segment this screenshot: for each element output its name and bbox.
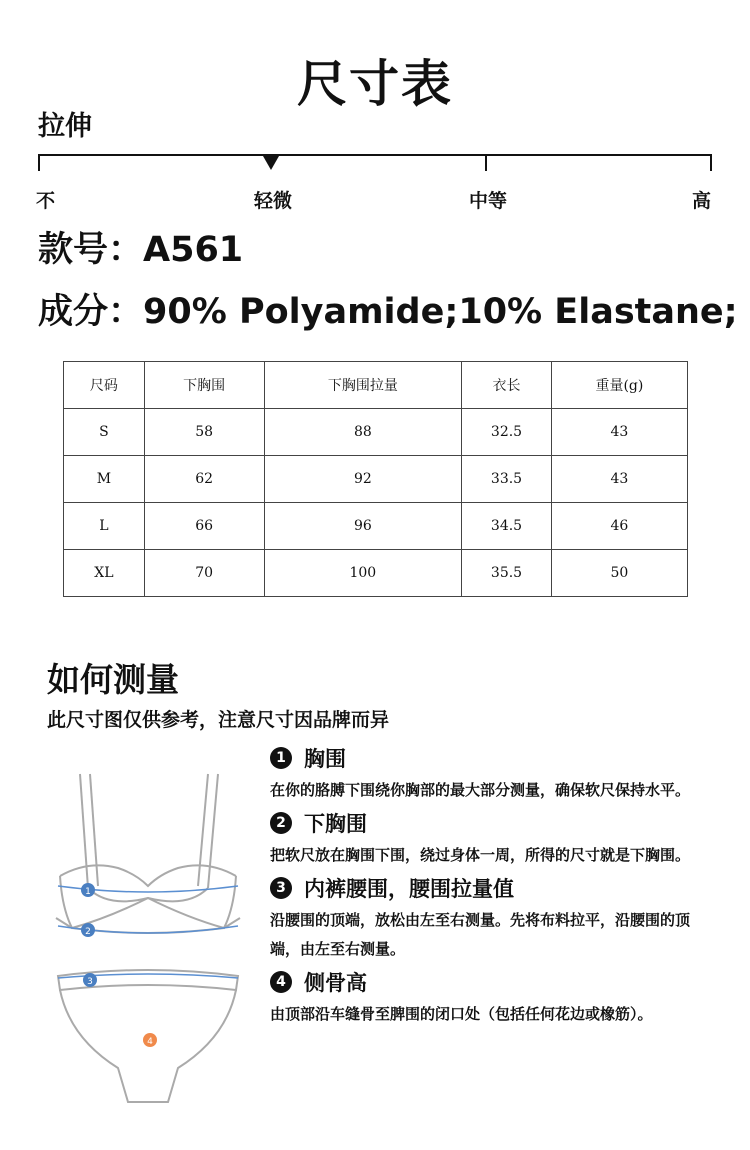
marker-4-icon	[143, 1033, 157, 1047]
stretch-level-none: 不	[36, 190, 56, 212]
step-1-heading	[270, 742, 710, 774]
measurement-steps	[270, 742, 710, 1031]
table-cell: S	[64, 409, 145, 456]
marker-2-icon	[81, 923, 95, 937]
step-4-heading	[270, 966, 710, 998]
number-2-icon: 2	[270, 812, 292, 834]
stretch-level-high: 高	[692, 190, 712, 212]
step-title: 内裤腰围，腰围拉量值	[304, 877, 514, 901]
step-title: 侧骨高	[304, 971, 367, 995]
scale-tick	[485, 154, 487, 171]
table-cell: L	[64, 503, 145, 550]
step-description: 沿腰围的顶端，放松由左至右测量。先将布料拉平，沿腰围的顶端，由左至右测量。	[270, 911, 691, 958]
table-cell: M	[64, 456, 145, 503]
table-cell: 70	[144, 550, 264, 597]
bra-and-brief-illustration-icon	[48, 768, 248, 1108]
table-cell: 34.5	[462, 503, 552, 550]
table-cell: 46	[551, 503, 687, 550]
stretch-level-slight: 轻微	[254, 190, 293, 212]
stretch-level-medium: 中等	[469, 190, 508, 212]
size-table	[63, 361, 688, 597]
svg-text:1: 1	[85, 887, 91, 897]
scale-line	[38, 154, 712, 156]
table-cell: 58	[144, 409, 264, 456]
table-cell: 35.5	[462, 550, 552, 597]
scale-tick	[38, 154, 40, 171]
table-cell: 33.5	[462, 456, 552, 503]
table-cell: 32.5	[462, 409, 552, 456]
step-title: 胸围	[304, 747, 346, 771]
scale-tick	[710, 154, 712, 171]
step-description: 在你的胳膊下围绕你胸部的最大部分测量，确保软尺保持水平。	[270, 781, 691, 799]
table-cell: 43	[551, 456, 687, 503]
header-cell: 衣长	[462, 362, 552, 409]
table-cell: 92	[264, 456, 462, 503]
how-to-measure-subtitle: 此尺寸图仅供参考，注意尺寸因品牌而异	[47, 709, 390, 731]
table-cell: 50	[551, 550, 687, 597]
table-row	[64, 550, 688, 597]
stretch-marker-icon	[263, 156, 279, 170]
table-cell: 62	[144, 456, 264, 503]
number-4-icon: 4	[270, 971, 292, 993]
table-row	[64, 503, 688, 550]
svg-text:2: 2	[85, 927, 91, 937]
header-cell: 下胸围拉量	[264, 362, 462, 409]
composition: 成分：90% Polyamide;10% Elastane;	[38, 292, 738, 332]
svg-text:3: 3	[87, 977, 93, 987]
table-cell: 66	[144, 503, 264, 550]
step-3-heading	[270, 872, 710, 904]
table-cell: 88	[264, 409, 462, 456]
stretch-label: 拉伸	[38, 111, 92, 142]
header-cell: 重量(g)	[551, 362, 687, 409]
table-header-row	[64, 362, 688, 409]
step-description: 把软尺放在胸围下围，绕过身体一周，所得的尺寸就是下胸围。	[270, 846, 691, 864]
header-cell: 尺码	[64, 362, 145, 409]
model-number: 款号：A561	[38, 230, 244, 270]
table-cell: 43	[551, 409, 687, 456]
marker-3-icon	[83, 973, 97, 987]
step-title: 下胸围	[304, 812, 367, 836]
step-2-heading	[270, 807, 710, 839]
number-3-icon: 3	[270, 877, 292, 899]
stretch-scale	[38, 154, 712, 172]
svg-text:4: 4	[147, 1037, 153, 1047]
table-cell: 100	[264, 550, 462, 597]
table-cell: 96	[264, 503, 462, 550]
table-row	[64, 456, 688, 503]
step-description: 由顶部沿车缝骨至脾围的闭口处（包括任何花边或橡筋）。	[270, 1005, 653, 1023]
number-1-icon: 1	[270, 747, 292, 769]
header-cell: 下胸围	[144, 362, 264, 409]
table-row	[64, 409, 688, 456]
table-cell: XL	[64, 550, 145, 597]
how-to-measure-title: 如何测量	[47, 660, 179, 699]
marker-1-icon	[81, 883, 95, 897]
page-title: 尺寸表	[297, 55, 453, 113]
